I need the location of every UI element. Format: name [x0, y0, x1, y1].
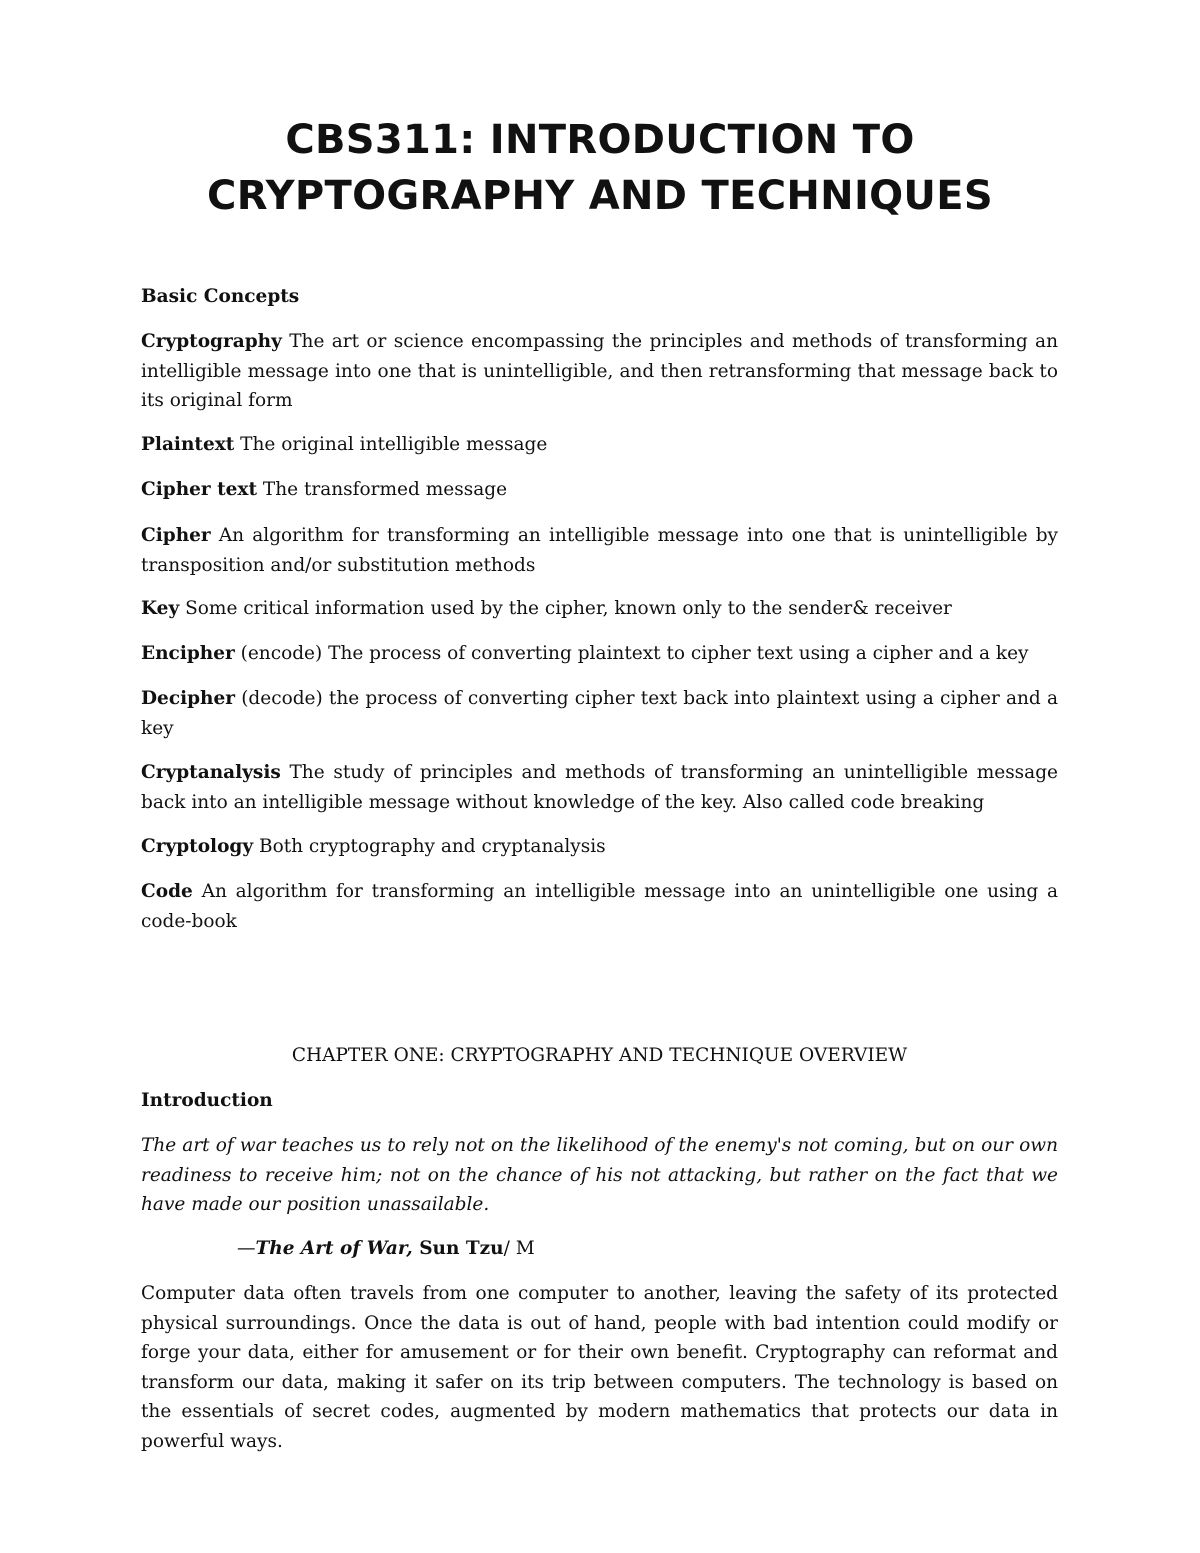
- definition-term: Code: [141, 881, 193, 902]
- definition-term: Cryptography: [141, 331, 282, 352]
- definition-decipher: [141, 684, 1058, 743]
- definition-text: The art or science encompassing the principles and methods of transforming an intelligible message into one that is unintelligible, and then retransforming that message back to its original form: [141, 331, 1058, 411]
- definition-cipher-text: [141, 475, 1058, 505]
- epigraph-quote: The art of war teaches us to rely not on the likelihood of the enemy's not coming, but on our own readiness to receive him; not on the chance of his not attacking, but rather on the fact that we have made our position unassailable.: [141, 1135, 1058, 1215]
- definition-text: Both cryptography and cryptanalysis: [253, 836, 606, 857]
- definition-encipher: [141, 639, 1058, 669]
- definition-text: The study of principles and methods of transforming an unintelligible message back into an intelligible message without knowledge of the key. Also called code breaking: [141, 762, 1058, 813]
- definition-text: Some critical information used by the cipher, known only to the sender& receiver: [179, 598, 952, 619]
- definition-cryptology: [141, 832, 1058, 862]
- definition-text: The original intelligible message: [234, 434, 548, 455]
- definition-term: Plaintext: [141, 434, 235, 455]
- definition-text: An algorithm for transforming an intelligible message into one that is unintelligible by transposition and/or substitution methods: [141, 525, 1058, 576]
- intro-paragraph: Computer data often travels from one computer to another, leaving the safety of its protected physical surroundings. Once the data is out of hand, people with bad intention could modify or forge your data, either for amusement or for their own benefit. Cryptography can reformat and transform our data, making it safer on its trip between computers. The technology is based on the essentials of secret codes, augmented by modern mathematics that protects our data in powerful ways.: [141, 1283, 1058, 1452]
- definition-term: Cipher text: [141, 479, 257, 500]
- definition-term: Encipher: [141, 643, 235, 664]
- definition-cryptography: [141, 327, 1058, 416]
- definition-code: [141, 877, 1058, 936]
- definition-term: Cipher: [141, 525, 211, 546]
- title-line-1: CBS311: INTRODUCTION TO: [285, 117, 915, 163]
- attribution-dash: —: [237, 1238, 256, 1259]
- definition-plaintext: [141, 430, 1058, 460]
- basic-concepts-heading: Basic Concepts: [141, 286, 300, 307]
- definition-key: [141, 594, 1058, 624]
- definition-text: An algorithm for transforming an intelligible message into an unintelligible one using a code-book: [141, 881, 1058, 932]
- definition-text: The transformed message: [257, 479, 508, 500]
- attribution-author: Sun Tzu: [412, 1238, 504, 1259]
- attribution-suffix: / M: [503, 1238, 535, 1259]
- definition-cipher: [141, 521, 1058, 580]
- definition-term: Key: [141, 598, 180, 619]
- document-title: [100, 112, 1100, 224]
- attribution-work: The Art of War,: [255, 1238, 413, 1259]
- definition-term: Cryptology: [141, 836, 254, 857]
- definition-term: Cryptanalysis: [141, 762, 281, 783]
- epigraph-attribution: [237, 1234, 535, 1264]
- definition-text: (decode) the process of converting cipher text back into plaintext using a cipher and a key: [141, 688, 1058, 739]
- chapter-heading: CHAPTER ONE: CRYPTOGRAPHY AND TECHNIQUE OVERVIEW: [291, 1045, 908, 1066]
- definition-text: (encode) The process of converting plaintext to cipher text using a cipher and a key: [234, 643, 1029, 664]
- definition-cryptanalysis: [141, 758, 1058, 817]
- definition-term: Decipher: [141, 688, 236, 709]
- title-line-2: CRYPTOGRAPHY AND TECHNIQUES: [207, 173, 993, 219]
- introduction-heading: Introduction: [141, 1090, 273, 1111]
